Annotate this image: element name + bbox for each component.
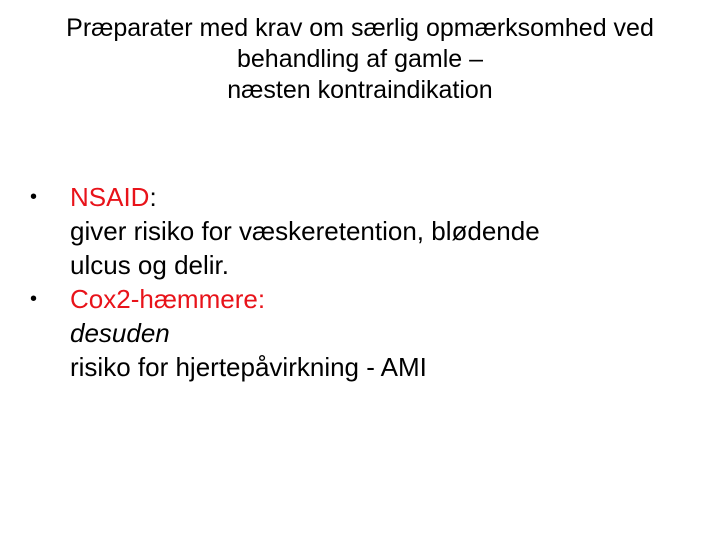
title-line-2: behandling af gamle – (236, 45, 484, 73)
bullet-marker: • (30, 186, 38, 208)
bullet-heading-cox2: Cox2-hæmmere: (70, 284, 266, 314)
bullet-text-line: ulcus og delir. (70, 250, 229, 280)
bullet-item-cox2 (30, 282, 690, 384)
bullet-list (30, 180, 690, 384)
bullet-item-nsaid (30, 180, 690, 282)
bullet-text-italic: desuden (70, 318, 170, 348)
slide-title (0, 13, 720, 106)
bullet-heading-nsaid: NSAID (70, 182, 150, 212)
bullet-text-line: risiko for hjertepåvirkning - AMI (70, 352, 427, 382)
bullet-heading-line (70, 180, 690, 214)
title-line-3: næsten kontraindikation (227, 76, 493, 104)
bullet-marker: • (30, 288, 38, 310)
bullet-text-line: giver risiko for væskeretention, blødende (70, 216, 540, 246)
bullet-heading-suffix: : (149, 182, 157, 212)
title-line-1: Præparater med krav om særlig opmærksomhed ved (66, 14, 654, 42)
